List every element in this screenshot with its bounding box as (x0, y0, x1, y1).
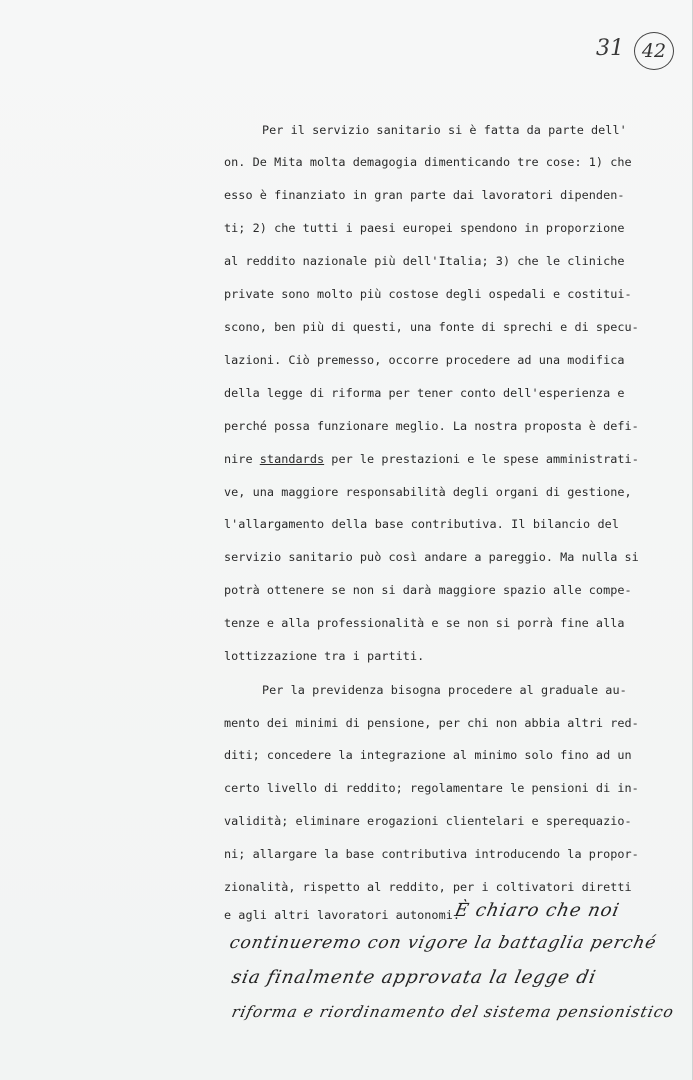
text-line: private sono molto più costose degli ospedali e costitui- (224, 287, 632, 301)
text-line: Per la previdenza bisogna procedere al graduale au- (262, 683, 627, 697)
text-line: diti; concedere la integrazione al minimo solo fino ad un (224, 748, 632, 762)
text-line: scono, ben più di questi, una fonte di sprechi e di specu- (224, 320, 639, 334)
text-line: al reddito nazionale più dell'Italia; 3) che le cliniche (224, 254, 625, 268)
text-line: servizio sanitario può così andare a pareggio. Ma nulla si (224, 550, 639, 564)
text-line: l'allargamento della base contributiva. Il bilancio del (224, 517, 619, 531)
handwritten-note: sia finalmente approvata la legge di (229, 967, 599, 988)
text-line: della legge di riforma per tener conto dell'esperienza e (224, 386, 625, 400)
page-number: 31 (596, 36, 624, 61)
text-fragment: per le prestazioni e le spese amministrati- (331, 452, 639, 466)
handwritten-note: È chiaro che noi (452, 900, 622, 921)
text-line: Per il servizio sanitario si è fatta da parte dell' (262, 123, 627, 137)
text-line: zionalità, rispetto al reddito, per i coltivatori diretti (224, 880, 632, 894)
text-line: validità; eliminare erogazioni clientelari e sperequazio- (224, 814, 632, 828)
text-line: esso è finanziato in gran parte dai lavoratori dipenden- (224, 188, 625, 202)
underlined-word: standards (259, 452, 325, 466)
circled-page-number: 42 (634, 32, 674, 70)
text-line: ni; allargare la base contributiva introducendo la propor- (224, 847, 639, 861)
text-line: on. De Mita molta demagogia dimenticando tre cose: 1) che (224, 155, 632, 169)
text-line: ve, una maggiore responsabilità degli organi di gestione, (224, 485, 632, 499)
text-line: perché possa funzionare meglio. La nostra proposta è defi- (224, 419, 639, 433)
text-line: lottizzazione tra i partiti. (224, 649, 425, 663)
text-line (224, 452, 639, 466)
text-line: lazioni. Ciò premesso, occorre procedere ad una modifica (224, 353, 625, 367)
text-line: mento dei minimi di pensione, per chi non abbia altri red- (224, 716, 639, 730)
text-line: tenze e alla professionalità e se non si porrà fine alla (224, 616, 625, 630)
text-fragment: nire (224, 452, 253, 466)
text-line: e agli altri lavoratori autonomi. (224, 908, 461, 922)
handwritten-note: riforma e riordinamento del sistema pensionistico (230, 1003, 676, 1021)
handwritten-note: continueremo con vigore la battaglia perché (227, 933, 659, 953)
text-line: certo livello di reddito; regolamentare le pensioni di in- (224, 781, 639, 795)
text-line: ti; 2) che tutti i paesi europei spendono in proporzione (224, 221, 625, 235)
text-line: potrà ottenere se non si darà maggiore spazio alle compe- (224, 583, 632, 597)
